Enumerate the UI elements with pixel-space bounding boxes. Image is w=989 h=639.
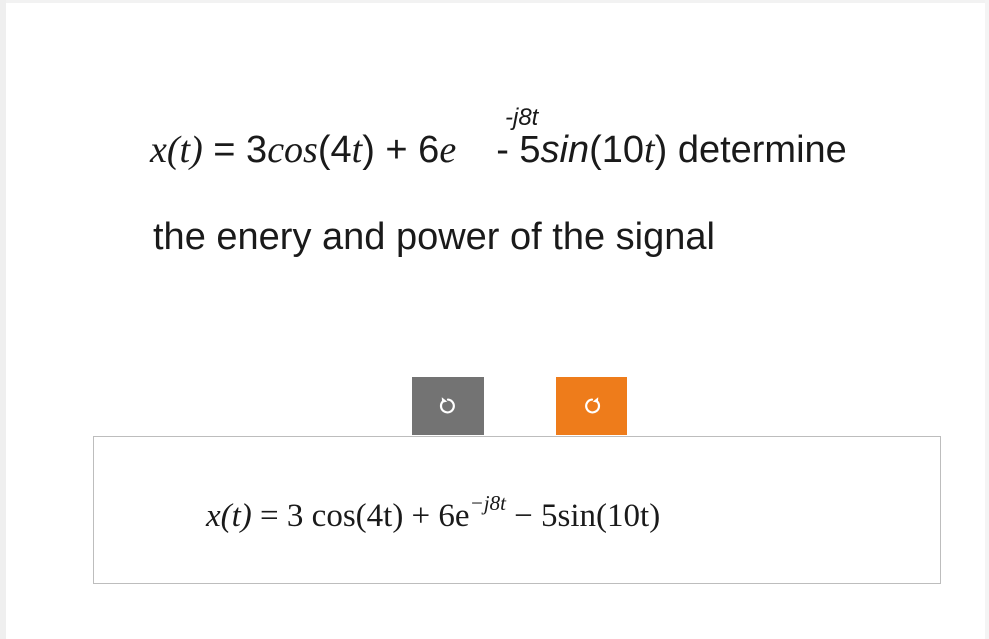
- sin-function: sin: [540, 129, 590, 171]
- redo-button[interactable]: [556, 377, 627, 435]
- equals-sign: =: [202, 129, 247, 171]
- equation-equals: =: [251, 498, 287, 534]
- cos-close: ): [362, 129, 375, 171]
- top-border: [0, 0, 989, 3]
- left-border: [0, 0, 6, 639]
- question-text: [150, 100, 980, 270]
- rotate-left-icon: [437, 395, 459, 417]
- sin-argument: (10: [589, 129, 645, 171]
- equation-tail: − 5sin(10t): [505, 498, 661, 534]
- right-border: [985, 0, 989, 639]
- equation-lhs: x(t): [206, 498, 252, 534]
- sin-variable: t: [644, 129, 655, 171]
- question-line-2: the enery and power of the signal: [153, 216, 715, 258]
- equation-body: 3 cos(4t) + 6e: [286, 498, 470, 534]
- equation-preview-box: [93, 436, 941, 584]
- equation-exponent: −j8t: [469, 491, 506, 515]
- signal-lhs: x(t): [150, 129, 203, 171]
- cos-argument: (4: [317, 129, 352, 171]
- sin-close: ): [654, 129, 668, 171]
- cos-coefficient: 3: [246, 129, 268, 171]
- plus-term: + 6: [374, 129, 440, 171]
- cos-function: cos: [267, 129, 318, 171]
- rotate-right-icon: [581, 395, 603, 417]
- exp-base: e: [439, 129, 457, 171]
- rendered-equation: [206, 491, 661, 535]
- exp-superscript: -j8t: [505, 104, 539, 131]
- question-line-1: [150, 104, 847, 172]
- minus-term: - 5: [496, 129, 541, 171]
- question-suffix: determine: [667, 129, 847, 171]
- cos-variable: t: [351, 129, 363, 171]
- undo-button[interactable]: [412, 377, 484, 435]
